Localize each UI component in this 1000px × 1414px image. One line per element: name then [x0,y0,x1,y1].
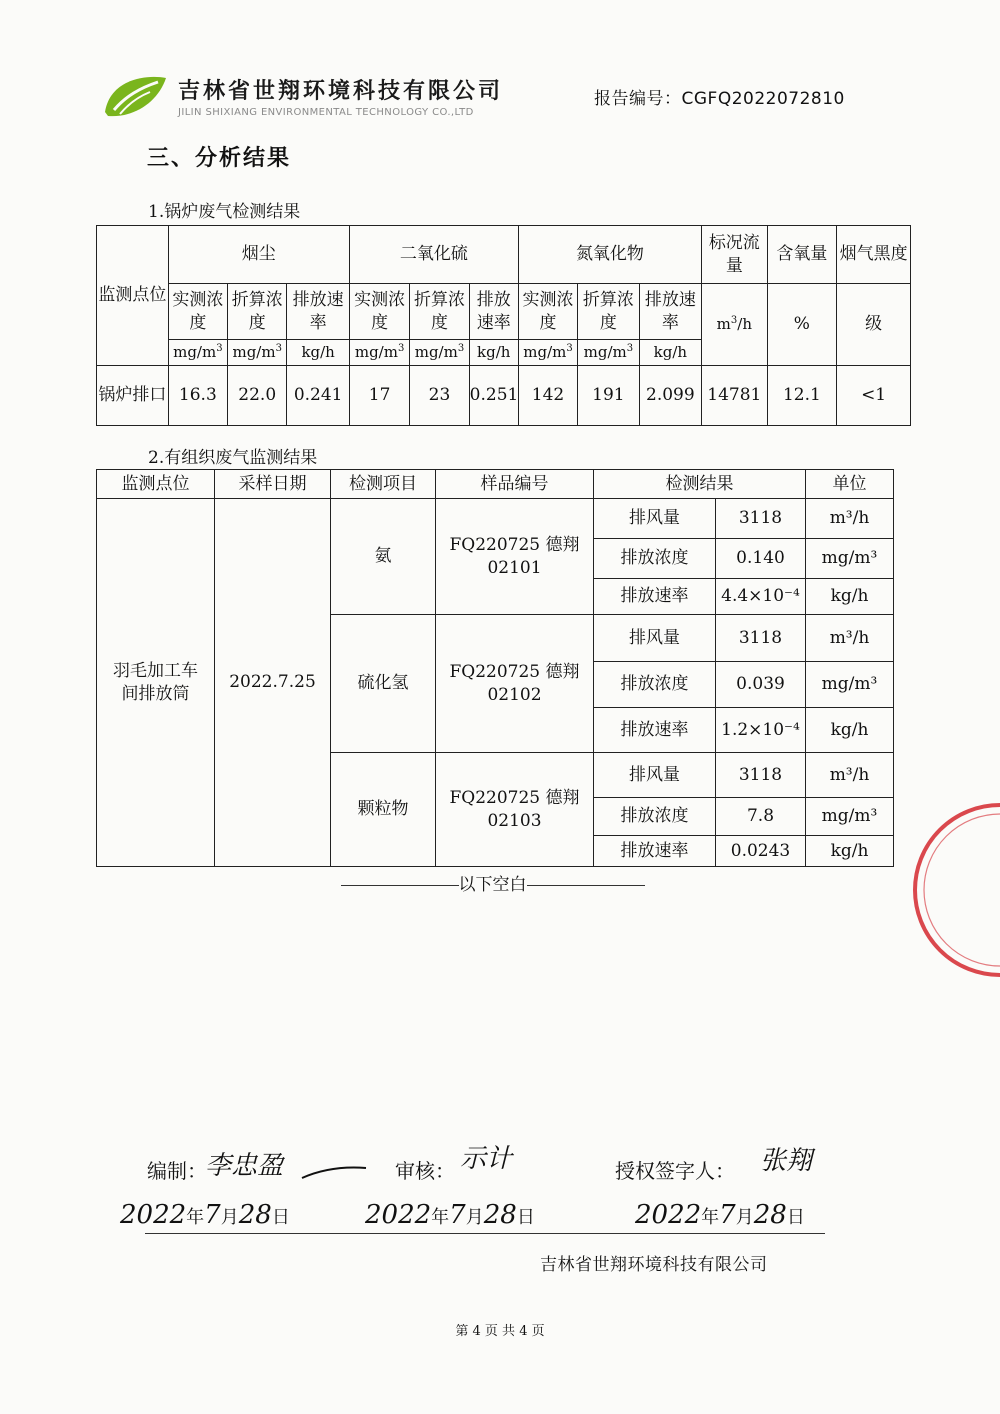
sub-measured: 实测浓度 [518,284,577,340]
signature-stroke-icon [300,1160,370,1184]
group-nox: 氮氧化物 [518,226,701,284]
header-point: 监测点位 [97,470,215,499]
boiler-table-heading: 1.锅炉废气检测结果 [148,202,301,222]
unit-conc: $mg/m^3$ [168,340,227,366]
item-name: 硫化氢 [331,615,436,753]
footer-company-name: 吉林省世翔环境科技有限公司 [540,1255,768,1275]
group-so2: 二氧化硫 [349,226,518,284]
col-oxygen: 含氧量 [767,226,837,284]
organized-result-table [96,469,894,867]
signer-date: 2022年7月28日 [635,1200,805,1230]
header-sample: 样品编号 [436,470,594,499]
unit-conc: $mg/m^3$ [228,340,287,366]
result-label: 排风量 [594,615,716,662]
sub-rate: 排放速率 [469,284,518,340]
boiler-result-table [96,225,911,426]
dust-rate: 0.241 [287,366,349,426]
nox-rate: 2.099 [639,366,701,426]
result-value: 0.140 [716,539,806,579]
result-label: 排放速率 [594,708,716,753]
result-value: 4.4×10⁻⁴ [716,579,806,615]
col-flow: 标况流量 [702,226,768,284]
result-label: 排放浓度 [594,539,716,579]
sub-converted: 折算浓度 [578,284,639,340]
result-unit: kg/h [806,579,894,615]
col-smoke-blackness: 烟气黑度 [837,226,911,284]
unit-conc: $mg/m^3$ [578,340,639,366]
point-boiler-outlet: 锅炉排口 [97,366,169,426]
item-name: 氨 [331,499,436,615]
sample-date: 2022.7.25 [215,499,331,867]
result-value: 3118 [716,499,806,539]
nox-measured: 142 [518,366,577,426]
header-result: 检测结果 [594,470,806,499]
result-unit: kg/h [806,708,894,753]
reviewer-signature: 示计 [460,1144,513,1174]
table-row [97,499,894,539]
sub-rate: 排放速率 [639,284,701,340]
result-label: 排放浓度 [594,662,716,708]
so2-converted: 23 [410,366,469,426]
unit-conc: $mg/m^3$ [349,340,409,366]
sample-no: FQ220725 德翔 02102 [436,615,594,753]
unit-smoke: 级 [837,284,911,366]
unit-oxygen: % [767,284,837,366]
so2-measured: 17 [349,366,409,426]
unit-rate: kg/h [639,340,701,366]
dust-converted: 22.0 [228,366,287,426]
item-name: 颗粒物 [331,753,436,867]
result-label: 排风量 [594,753,716,798]
so2-rate: 0.251 [469,366,518,426]
nox-converted: 191 [578,366,639,426]
result-value: 7.8 [716,798,806,836]
result-value: 1.2×10⁻⁴ [716,708,806,753]
authorized-signature: 张翔 [760,1146,813,1176]
sub-converted: 折算浓度 [228,284,287,340]
editor-label: 编制： [147,1159,207,1183]
editor-signature: 李忠盈 [205,1151,284,1181]
result-unit: mg/m³ [806,798,894,836]
result-label: 排放速率 [594,836,716,867]
result-unit: mg/m³ [806,539,894,579]
sub-measured: 实测浓度 [349,284,409,340]
unit-conc: $mg/m^3$ [410,340,469,366]
reviewer-label: 审核： [395,1159,455,1183]
smoke-value: <1 [837,366,911,426]
result-label: 排风量 [594,499,716,539]
oxygen-value: 12.1 [767,366,837,426]
signature-divider [145,1233,825,1234]
unit-conc: $mg/m^3$ [518,340,577,366]
page-number: 第 4 页 共 4 页 [455,1324,545,1339]
dust-measured: 16.3 [168,366,227,426]
sample-no: FQ220725 德翔 02103 [436,753,594,867]
company-logo-icon [100,72,170,122]
col-monitor-point: 监测点位 [97,226,169,366]
result-unit: m³/h [806,615,894,662]
unit-rate: kg/h [469,340,518,366]
report-number: 报告编号：CGFQ2022072810 [594,89,845,109]
unit-flow: $m^3/h$ [702,284,768,366]
result-label: 排放速率 [594,579,716,615]
flow-value: 14781 [702,366,768,426]
editor-date: 2022年7月28日 [120,1200,290,1230]
header-unit: 单位 [806,470,894,499]
group-dust: 烟尘 [168,226,349,284]
result-unit: mg/m³ [806,662,894,708]
company-seal-icon [895,800,1000,980]
sample-no: FQ220725 德翔 02101 [436,499,594,615]
company-name-en: JILIN SHIXIANG ENVIRONMENTAL TECHNOLOGY CO.,LTD [178,107,474,118]
result-unit: m³/h [806,753,894,798]
unit-rate: kg/h [287,340,349,366]
reviewer-date: 2022年7月28日 [365,1200,535,1230]
result-label: 排放浓度 [594,798,716,836]
sub-converted: 折算浓度 [410,284,469,340]
monitor-point: 羽毛加工车间排放筒 [97,499,215,867]
section-title: 三、分析结果 [147,146,292,171]
result-value: 0.0243 [716,836,806,867]
header-date: 采样日期 [215,470,331,499]
header-item: 检测项目 [331,470,436,499]
result-value: 0.039 [716,662,806,708]
authorized-signer-label: 授权签字人： [615,1159,735,1183]
result-value: 3118 [716,753,806,798]
company-name-cn: 吉林省世翔环境科技有限公司 [178,79,504,104]
sub-measured: 实测浓度 [168,284,227,340]
result-value: 3118 [716,615,806,662]
result-unit: m³/h [806,499,894,539]
result-unit: kg/h [806,836,894,867]
organized-table-heading: 2.有组织废气监测结果 [148,448,318,468]
sub-rate: 排放速率 [287,284,349,340]
blank-below-note: 以下空白 [330,870,655,895]
table-row [97,366,911,426]
